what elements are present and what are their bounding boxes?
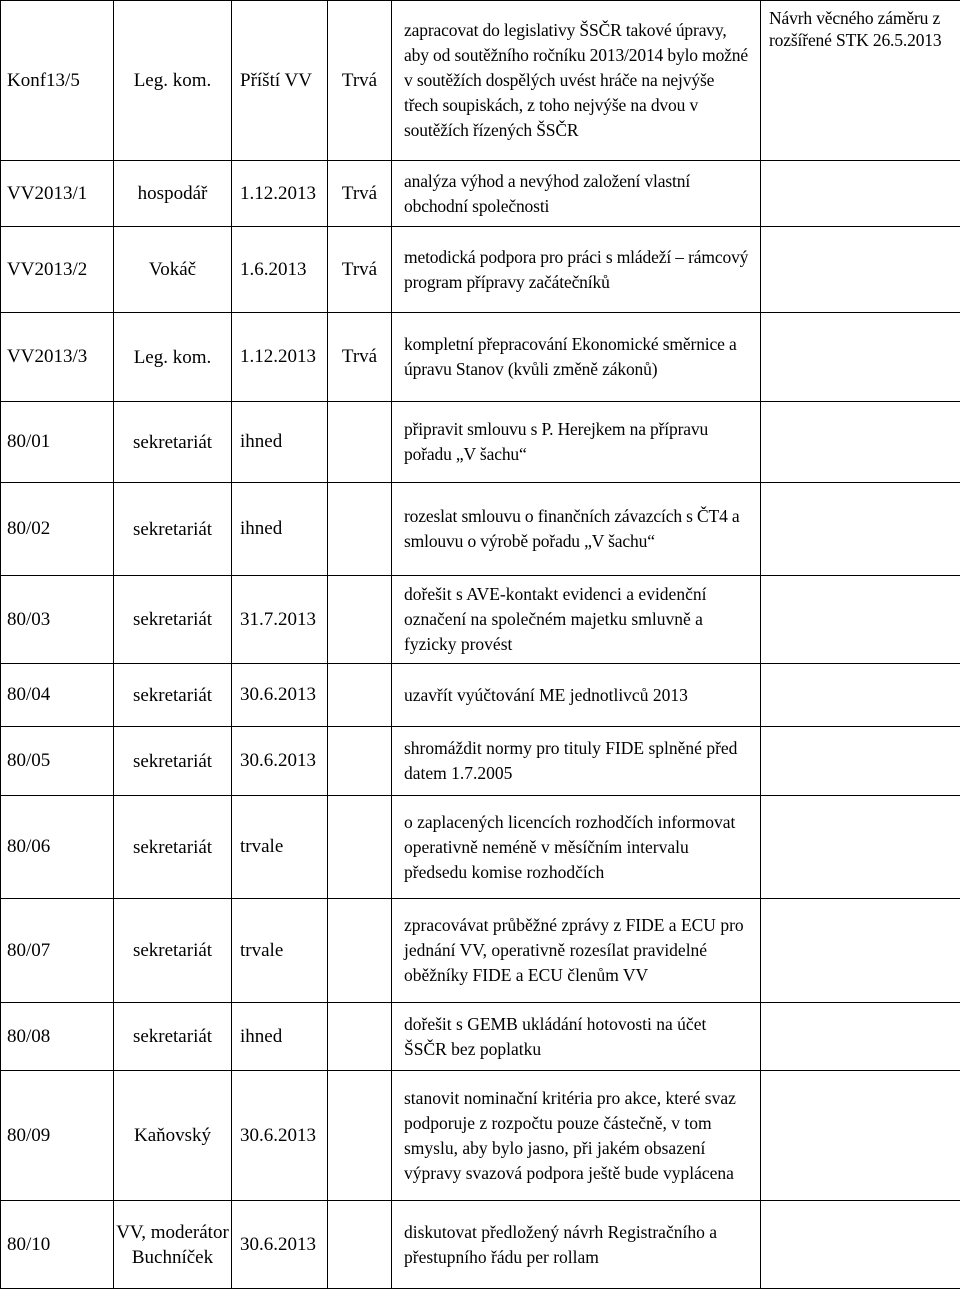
table-row [1,1,960,161]
task-deadline: 30.6.2013 [232,664,328,727]
task-note [761,796,960,899]
task-status [328,1003,392,1071]
table-row [1,227,960,313]
task-note [761,1201,960,1289]
task-id: 80/08 [1,1003,114,1071]
table-row [1,727,960,796]
task-note [761,576,960,664]
task-note [761,402,960,483]
task-description: zapracovat do legislativy ŠSČR takové úpravy, aby od soutěžního ročníku 2013/2014 bylo možné v soutěžích dospělých uvést hráče na nejvýše třech soupiskách, z toho nejvýše na dvou v soutěžích řízených ŠSČR [392,1,761,161]
task-responsible: VV, moderátor Buchníček [114,1201,232,1289]
task-deadline: 1.6.2013 [232,227,328,313]
task-id: 80/09 [1,1071,114,1201]
task-responsible: hospodář [114,161,232,227]
task-description: dořešit s AVE-kontakt evidenci a evidenční označení na společném majetku smluvně a fyzicky provést [392,576,761,664]
task-responsible: sekretariát [114,402,232,483]
task-deadline: Příští VV [232,1,328,161]
task-status: Trvá [328,161,392,227]
task-deadline: 30.6.2013 [232,1071,328,1201]
task-id: 80/07 [1,899,114,1003]
task-description: dořešit s GEMB ukládání hotovosti na účet ŠSČR bez poplatku [392,1003,761,1071]
task-id: 80/03 [1,576,114,664]
task-description: stanovit nominační kritéria pro akce, které svaz podporuje z rozpočtu pouze částečně, v tom smyslu, aby bylo jasno, při jakém obsazení výpravy svazová podpora ještě bude vyplácena [392,1071,761,1201]
task-id: VV2013/3 [1,313,114,402]
task-note [761,899,960,1003]
task-deadline: 1.12.2013 [232,313,328,402]
task-note [761,664,960,727]
task-deadline: trvale [232,899,328,1003]
task-id: 80/05 [1,727,114,796]
table-row [1,1071,960,1201]
task-responsible: sekretariát [114,576,232,664]
task-note [761,161,960,227]
task-description: metodická podpora pro práci s mládeží – rámcový program přípravy začátečníků [392,227,761,313]
task-note: Návrh věcného záměru z rozšířené STK 26.5.2013 [761,1,960,161]
task-id: Konf13/5 [1,1,114,161]
table-row [1,161,960,227]
task-description: kompletní přepracování Ekonomické směrnice a úpravu Stanov (kvůli změně zákonů) [392,313,761,402]
task-note [761,313,960,402]
task-status [328,796,392,899]
table-row [1,402,960,483]
task-deadline: ihned [232,402,328,483]
task-status [328,727,392,796]
task-responsible: Leg. kom. [114,313,232,402]
task-responsible: sekretariát [114,664,232,727]
task-responsible: sekretariát [114,483,232,576]
task-description: připravit smlouvu s P. Herejkem na přípravu pořadu „V šachu“ [392,402,761,483]
table-row [1,1201,960,1289]
task-id: 80/04 [1,664,114,727]
task-description: analýza výhod a nevýhod založení vlastní obchodní společnosti [392,161,761,227]
task-responsible: Vokáč [114,227,232,313]
task-status [328,664,392,727]
task-status [328,1201,392,1289]
task-description: rozeslat smlouvu o finančních závazcích s ČT4 a smlouvu o výrobě pořadu „V šachu“ [392,483,761,576]
task-status: Trvá [328,1,392,161]
task-responsible: sekretariát [114,1003,232,1071]
task-deadline: 1.12.2013 [232,161,328,227]
task-status [328,483,392,576]
task-deadline: 30.6.2013 [232,1201,328,1289]
task-id: 80/02 [1,483,114,576]
task-deadline: ihned [232,483,328,576]
task-status [328,402,392,483]
table-row [1,313,960,402]
task-deadline: trvale [232,796,328,899]
task-status: Trvá [328,313,392,402]
table-row [1,664,960,727]
task-responsible: Kaňovský [114,1071,232,1201]
task-id: VV2013/2 [1,227,114,313]
table-row [1,796,960,899]
task-id: 80/06 [1,796,114,899]
table-row [1,899,960,1003]
task-description: zpracovávat průběžné zprávy z FIDE a ECU pro jednání VV, operativně rozesílat pravidelné oběžníky FIDE a ECU členům VV [392,899,761,1003]
task-responsible: Leg. kom. [114,1,232,161]
task-description: o zaplacených licencích rozhodčích informovat operativně neméně v měsíčním intervalu předsedu komise rozhodčích [392,796,761,899]
task-responsible: sekretariát [114,796,232,899]
task-description: diskutovat předložený návrh Registračního a přestupního řádu per rollam [392,1201,761,1289]
task-status [328,1071,392,1201]
task-note [761,1003,960,1071]
table-row [1,483,960,576]
task-status [328,576,392,664]
task-responsible: sekretariát [114,727,232,796]
task-note [761,227,960,313]
task-note [761,483,960,576]
task-description: uzavřít vyúčtování ME jednotlivců 2013 [392,664,761,727]
task-deadline: ihned [232,1003,328,1071]
task-status [328,899,392,1003]
table-row [1,576,960,664]
table-row [1,1003,960,1071]
task-description: shromáždit normy pro tituly FIDE splněné před datem 1.7.2005 [392,727,761,796]
task-status: Trvá [328,227,392,313]
task-deadline: 31.7.2013 [232,576,328,664]
task-responsible: sekretariát [114,899,232,1003]
task-deadline: 30.6.2013 [232,727,328,796]
task-id: 80/01 [1,402,114,483]
task-id: 80/10 [1,1201,114,1289]
task-id: VV2013/1 [1,161,114,227]
task-note [761,727,960,796]
task-note [761,1071,960,1201]
